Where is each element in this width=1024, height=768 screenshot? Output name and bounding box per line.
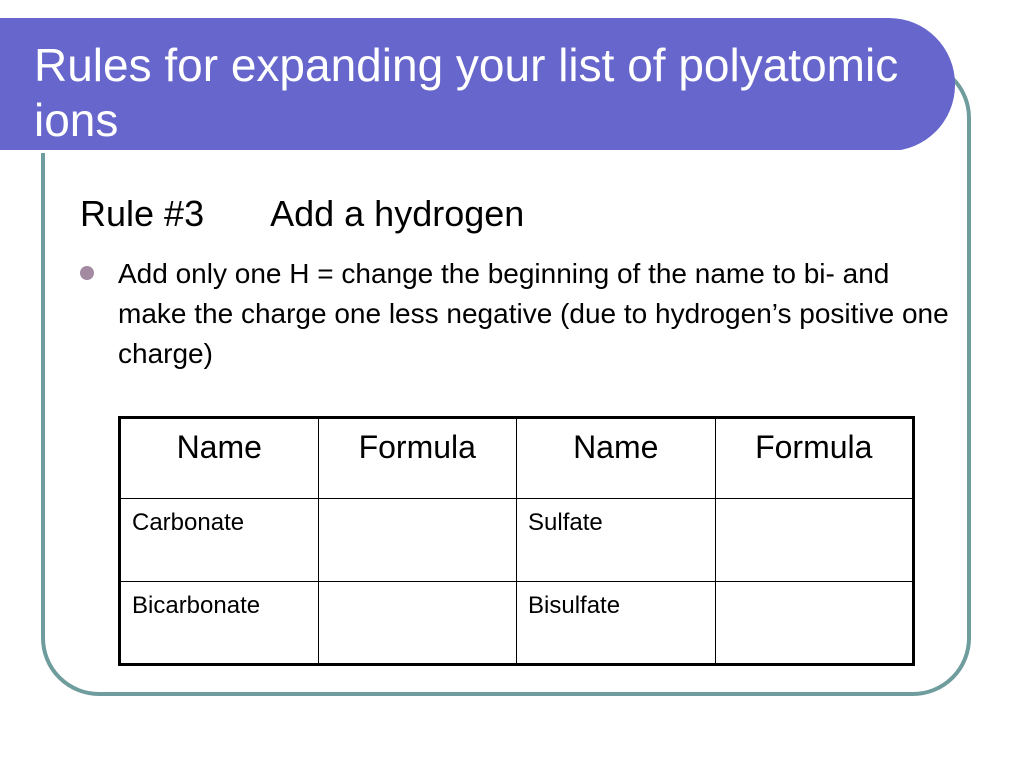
bullet-dot-icon	[80, 266, 94, 280]
table-header-row	[120, 418, 914, 499]
rule-number: Rule #3	[80, 193, 205, 234]
header-formula-2: Formula	[715, 418, 914, 499]
table-cell: Sulfate	[517, 498, 716, 581]
table-row	[120, 581, 914, 664]
title-underline	[0, 150, 904, 153]
table-cell: Bicarbonate	[120, 581, 319, 664]
ions-table	[118, 416, 915, 666]
header-name-2: Name	[517, 418, 716, 499]
table-row	[120, 498, 914, 581]
title-banner	[0, 18, 955, 151]
header-formula-1: Formula	[318, 418, 517, 499]
rule-name: Add a hydrogen	[270, 193, 525, 234]
table-cell: Carbonate	[120, 498, 319, 581]
table-cell	[318, 581, 517, 664]
table-cell	[318, 498, 517, 581]
rule-heading	[80, 192, 524, 236]
table-cell	[715, 498, 914, 581]
bullet-text: Add only one H = change the beginning of the name to bi- and make the charge one less negative (due to hydrogen’s positive one charge)	[118, 258, 949, 369]
header-name-1: Name	[120, 418, 319, 499]
table-cell	[715, 581, 914, 664]
table-cell: Bisulfate	[517, 581, 716, 664]
slide-title: Rules for expanding your list of polyatomic ions	[34, 39, 899, 146]
